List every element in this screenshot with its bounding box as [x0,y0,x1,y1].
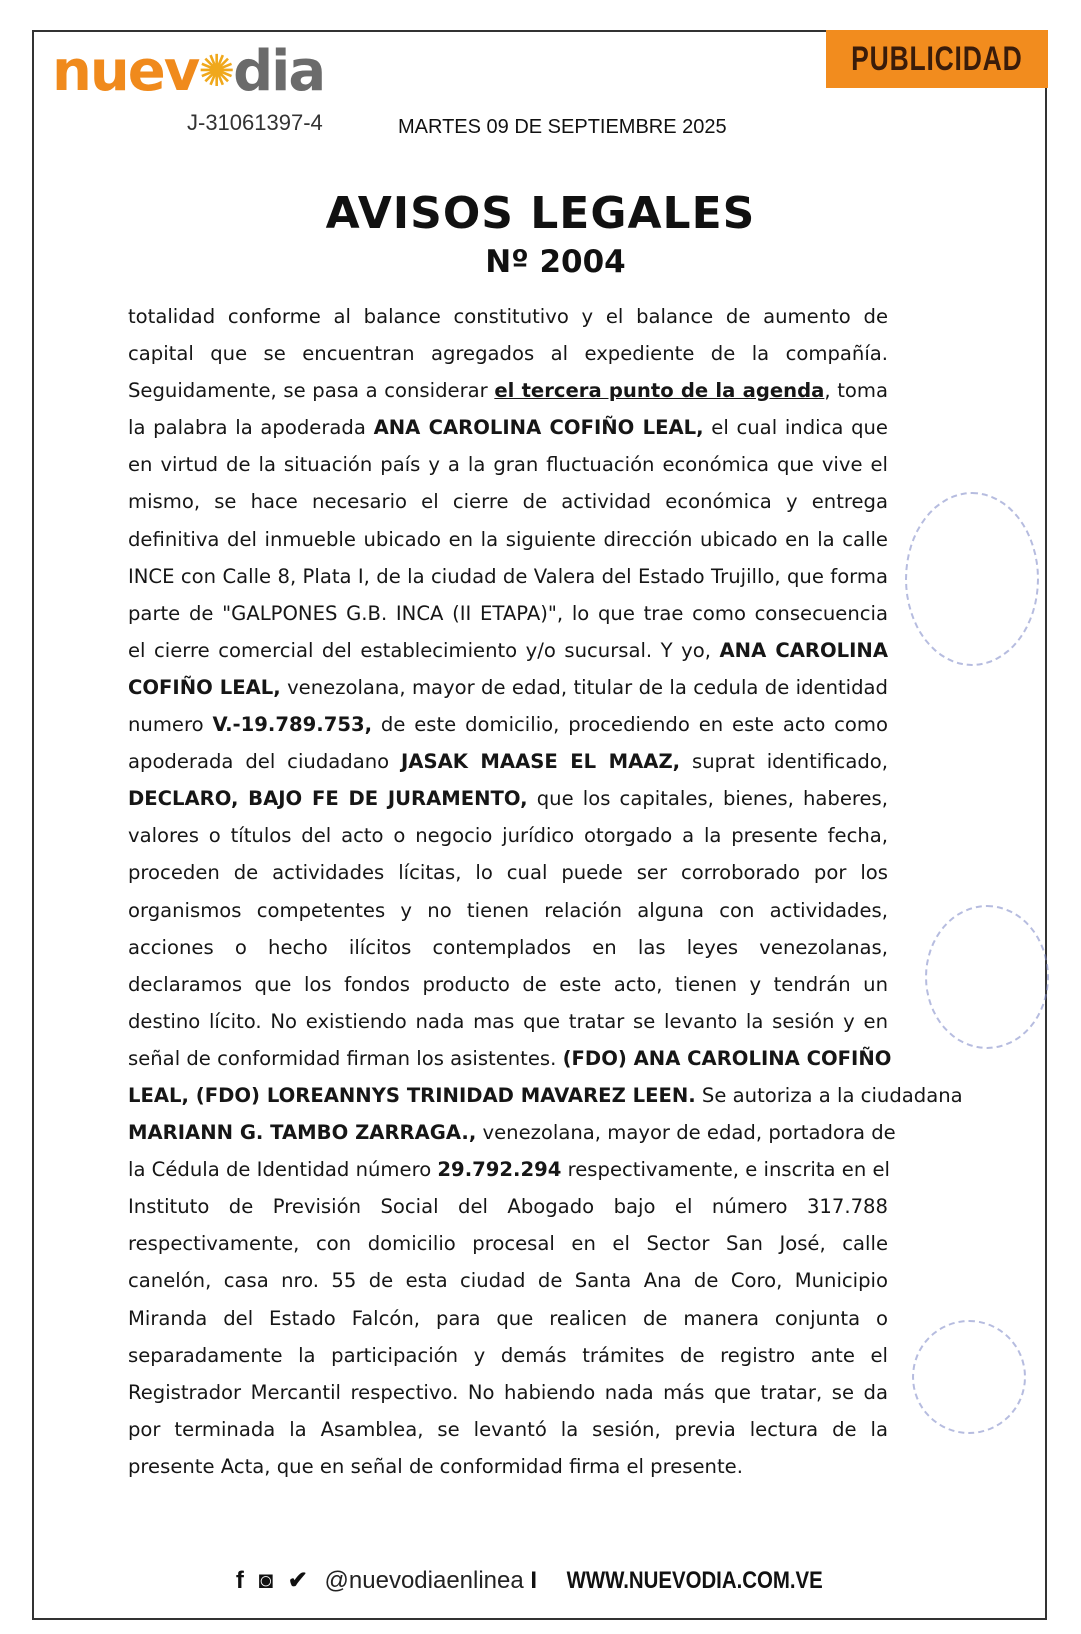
body-line: Instituto de Previsión Social del Abogado bajo el número 317.788 [128,1195,888,1219]
logo-part-1: nuev [52,39,199,104]
body-line: DECLARO, BAJO FE DE JURAMENTO, que los capitales, bienes, haberes, [128,787,888,811]
body-line: apoderada del ciudadano JASAK MAASE EL MAAZ, suprat identificado, [128,750,888,774]
body-line: organismos competentes y no tienen relación alguna con actividades, [128,898,888,922]
footer [0,1566,1081,1595]
body-line: canelón, casa nro. 55 de esta ciudad de Santa Ana de Coro, Municipio [128,1269,888,1293]
publication-date: MARTES 09 DE SEPTIEMBRE 2025 [398,116,727,138]
stamp-mark-2 [925,905,1049,1049]
body-line: en virtud de la situación país y a la gran fluctuación económica que vive el [128,453,888,477]
body-line: respectivamente, con domicilio procesal en el Sector San José, calle [128,1232,888,1256]
publicidad-label: PUBLICIDAD [851,39,1023,78]
body-line: presente Acta, que en señal de conformidad firma el presente. [128,1454,743,1478]
body-line: INCE con Calle 8, Plata I, de la ciudad de Valera del Estado Trujillo, que forma [128,564,888,588]
body-line: parte de "GALPONES G.B. INCA (II ETAPA)", lo que trae como consecuencia [128,601,888,625]
body-line: destino lícito. No existiendo nada mas que tratar se levanto la sesión y en [128,1009,888,1033]
body-line: valores o títulos del acto o negocio jurídico otorgado a la presente fecha, [128,824,888,848]
body-line: la palabra la apoderada ANA CAROLINA COFIÑO LEAL, el cual indica que [128,416,888,440]
sun-icon: ✺ [198,46,234,97]
body-line: la Cédula de Identidad número 29.792.294 respectivamente, e inscrita en el [128,1158,890,1182]
body-line: Registrador Mercantil respectivo. No habiendo nada más que tratar, se da [128,1380,888,1404]
notice-number: Nº 2004 [485,244,626,280]
body-line: acciones o hecho ilícitos contemplados en las leyes venezolanas, [128,935,888,959]
body-line: declaramos que los fondos producto de este acto, tienen y tendrán un [128,972,888,996]
rif-number: J-31061397-4 [187,110,323,135]
stamp-mark-1 [905,492,1039,666]
body-line: totalidad conforme al balance constitutivo y el balance de aumento de [128,305,888,328]
body-line: Seguidamente, se pasa a considerar el tercera punto de la agenda, toma [128,379,888,403]
body-line: MARIANN G. TAMBO ZARRAGA., venezolana, mayor de edad, portadora de [128,1121,896,1145]
body-line: LEAL, (FDO) LOREANNYS TRINIDAD MAVAREZ LEEN. Se autoriza a la ciudadana [128,1083,963,1107]
social-icons: f ◙ ✔ [235,1567,312,1594]
body-line: Miranda del Estado Falcón, para que realicen de manera conjunta o [128,1306,888,1330]
body-line: separadamente la participación y demás trámites de registro ante el [128,1343,888,1367]
website-link[interactable]: WWW.NUEVODIA.COM.VE [566,1567,823,1594]
body-line: capital que se encuentran agregados al expediente de la compañía. [128,342,888,366]
notice-body [128,298,963,1485]
body-line: numero V.-19.789.753, de este domicilio, procediendo en este acto como [128,713,888,737]
nuevodia-logo [52,39,325,104]
publicidad-badge [826,30,1048,88]
body-line: proceden de actividades lícitas, lo cual puede ser corroborado por los [128,861,888,885]
body-line: el cierre comercial del establecimiento y/o sucursal. Y yo, ANA CAROLINA [128,638,888,662]
body-line: definitiva del inmueble ubicado en la siguiente dirección ubicado en la calle [128,527,888,551]
stamp-mark-3 [912,1320,1026,1434]
page-title: AVISOS LEGALES [325,188,756,239]
body-line: señal de conformidad firman los asistentes. (FDO) ANA CAROLINA COFIÑO [128,1046,892,1070]
footer-separator: I [530,1567,538,1594]
body-line: mismo, se hace necesario el cierre de actividad económica y entrega [128,490,888,514]
social-handle: @nuevodiaenlinea [324,1567,524,1594]
logo-part-3: dia [233,39,325,104]
body-line: COFIÑO LEAL, venezolana, mayor de edad, titular de la cedula de identidad [128,675,888,699]
body-line: por terminada la Asamblea, se levantó la sesión, previa lectura de la [128,1417,888,1441]
